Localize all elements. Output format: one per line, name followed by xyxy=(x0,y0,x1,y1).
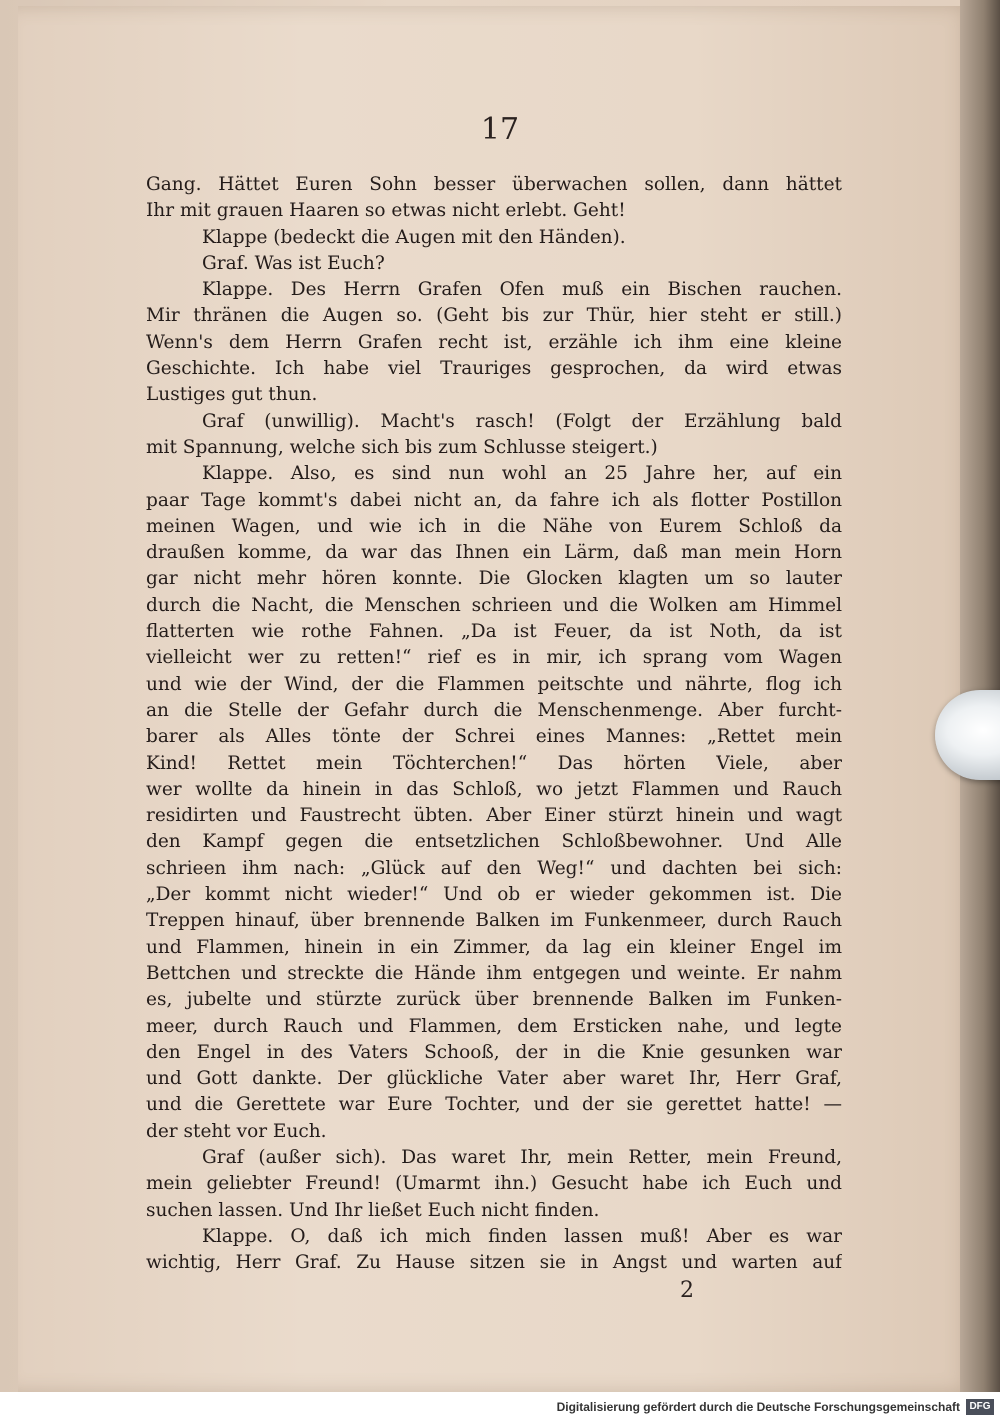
text-line: Klappe. O, daß ich mich finden lassen muß! Aber es war xyxy=(202,1225,842,1247)
text-line: es, jubelte und stürzte zurück über brennende Balken im Funken- xyxy=(146,989,842,1011)
text-line: und wie der Wind, der die Flammen peitschte und nährte, flog ich xyxy=(146,673,842,695)
text-line: den Engel in des Vaters Schooß, der in die Knie gesunken war xyxy=(146,1041,842,1063)
text-line: Treppen hinauf, über brennende Balken im Funkenmeer, durch Rauch xyxy=(146,910,842,932)
body-text xyxy=(146,172,842,1276)
text-line: an die Stelle der Gefahr durch die Menschenmenge. Aber furcht- xyxy=(146,699,842,721)
text-line: der steht vor Euch. xyxy=(146,1120,327,1142)
text-line: und Gott dankte. Der glückliche Vater aber waret Ihr, Herr Graf, xyxy=(146,1068,842,1090)
text-line: suchen lassen. Und Ihr ließet Euch nicht finden. xyxy=(146,1199,600,1221)
footer-bar xyxy=(0,1392,1000,1423)
text-line: und Flammen, hinein in ein Zimmer, da lag ein kleiner Engel im xyxy=(146,936,842,958)
text-line: Kind! Rettet mein Töchterchen!“ Das hörten Viele, aber xyxy=(146,752,842,774)
text-line: Lustiges gut thun. xyxy=(146,384,318,406)
signature-mark: 2 xyxy=(680,1278,694,1303)
text-line: Graf (außer sich). Das waret Ihr, mein Retter, mein Freund, xyxy=(202,1146,842,1168)
text-line: Geschichte. Ich habe viel Trauriges gesprochen, da wird etwas xyxy=(146,358,842,380)
text-line: gar nicht mehr hören konnte. Die Glocken klagten um so lauter xyxy=(146,568,842,590)
text-line: vielleicht wer zu retten!“ rief es in mir, ich sprang vom Wagen xyxy=(146,647,842,669)
text-line: flatterten wie rothe Fahnen. „Da ist Feuer, da ist Noth, da ist xyxy=(146,621,842,643)
text-line: und die Gerettete war Eure Tochter, und der sie gerettet hatte! — xyxy=(146,1094,842,1116)
text-line: Ihr mit grauen Haaren so etwas nicht erlebt. Geht! xyxy=(146,200,626,222)
text-line: draußen komme, da war das Ihnen ein Lärm, daß man mein Horn xyxy=(146,542,842,564)
text-line: meinen Wagen, und wie ich in die Nähe von Eurem Schloß da xyxy=(146,515,842,537)
text-line: Klappe. Des Herrn Grafen Ofen muß ein Bischen rauchen. xyxy=(202,279,842,301)
text-line: barer als Alles tönte der Schrei eines Mannes: „Rettet mein xyxy=(146,726,842,748)
text-line: Mir thränen die Augen so. (Geht bis zur Thür, hier steht er still.) xyxy=(146,305,842,327)
text-line: Klappe. Also, es sind nun wohl an 25 Jahre her, auf ein xyxy=(202,463,842,485)
text-line: Bettchen und streckte die Hände ihm entgegen und weinte. Er nahm xyxy=(146,962,842,984)
text-line: Gang. Hättet Euren Sohn besser überwachen sollen, dann hättet xyxy=(146,174,842,195)
page-number: 17 xyxy=(480,112,520,147)
text-line: residirten und Faustrecht übten. Aber Einer stürzt hinein und wagt xyxy=(146,805,842,827)
text-line: Wenn's dem Herrn Grafen recht ist, erzähle ich ihm eine kleine xyxy=(146,331,842,353)
text-line: wichtig, Herr Graf. Zu Hause sitzen sie in Angst und warten auf xyxy=(146,1252,842,1274)
text-line: den Kampf gegen die entsetzlichen Schloßbewohner. Und Alle xyxy=(146,831,842,853)
text-line: „Der kommt nicht wieder!“ Und ob er wieder gekommen ist. Die xyxy=(146,884,842,906)
text-line: schrieen ihm nach: „Glück auf den Weg!“ und dachten bei sich: xyxy=(146,857,842,879)
text-line: mein geliebter Freund! (Umarmt ihn.) Gesucht habe ich Euch und xyxy=(146,1173,842,1195)
text-line: Klappe (bedeckt die Augen mit den Händen). xyxy=(202,226,626,248)
text-line: wer wollte da hinein in das Schloß, wo jetzt Flammen und Rauch xyxy=(146,778,842,800)
text-line: meer, durch Rauch und Flammen, dem Ersticken nahe, und legte xyxy=(146,1015,842,1037)
dfg-logo-icon: DFG xyxy=(966,1399,994,1415)
text-line: mit Spannung, welche sich bis zum Schlusse steigert.) xyxy=(146,436,658,458)
text-line: durch die Nacht, die Menschen schrieen und die Wolken am Himmel xyxy=(146,594,842,616)
text-line: Graf (unwillig). Macht's rasch! (Folgt der Erzählung bald xyxy=(202,410,842,432)
footer-credit: Digitalisierung gefördert durch die Deutsche Forschungsgemeinschaft xyxy=(556,1400,960,1414)
text-line: paar Tage kommt's dabei nicht an, da fahre ich als flotter Postillon xyxy=(146,489,842,511)
text-line: Graf. Was ist Euch? xyxy=(202,252,385,274)
